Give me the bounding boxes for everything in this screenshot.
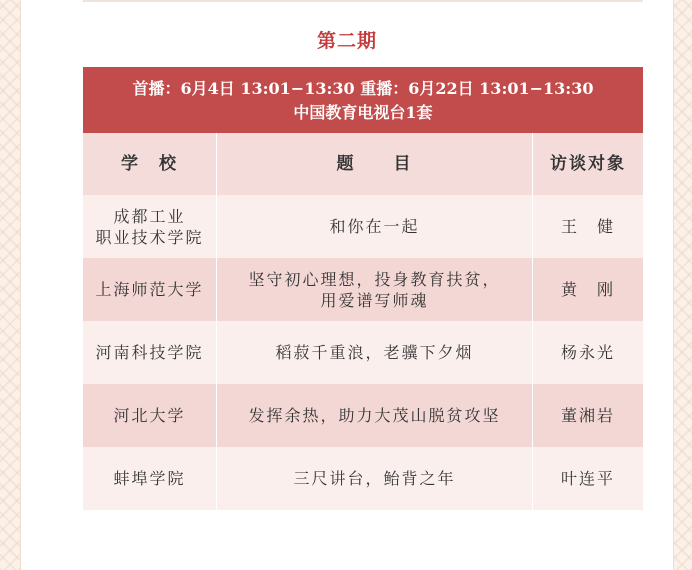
table-row xyxy=(83,195,643,258)
topic-cell xyxy=(217,384,533,447)
topic-line: 坚守初心理想，投身教育扶贫， xyxy=(248,269,501,289)
person-cell: 董湘岩 xyxy=(560,406,615,425)
column-header-school: 学 校 xyxy=(83,133,217,195)
issue-title: 第二期 xyxy=(316,30,377,52)
topic-line: 和你在一起 xyxy=(329,217,420,236)
school-cell xyxy=(83,384,217,447)
broadcast-time: 首播：6月4日 13:01−13:30 重播：6月22日 13:01−13:30 xyxy=(132,79,594,98)
topic-cell xyxy=(217,195,533,258)
topic-line: 用爱谱写师魂 xyxy=(320,290,429,310)
person-cell: 叶连平 xyxy=(560,469,615,488)
school-cell xyxy=(83,258,217,321)
topic-cell xyxy=(217,447,533,510)
school-cell xyxy=(83,447,217,510)
content-card xyxy=(20,0,674,570)
column-header-row xyxy=(83,133,643,195)
school-line: 职业技术学院 xyxy=(95,227,204,247)
column-header-person: 访谈对象 xyxy=(550,153,626,174)
school-line: 成都工业 xyxy=(113,206,186,226)
school-line: 蚌埠学院 xyxy=(113,469,186,488)
school-line: 河南科技学院 xyxy=(95,343,204,362)
topic-line: 发挥余热，助力大茂山脱贫攻坚 xyxy=(248,406,501,425)
schedule-table xyxy=(83,67,643,510)
topic-cell xyxy=(217,321,533,384)
column-header-topic: 题 目 xyxy=(217,133,533,195)
school-line: 上海师范大学 xyxy=(95,280,204,299)
table-row xyxy=(83,321,643,384)
left-decorative-border xyxy=(0,0,20,570)
person-cell: 王 健 xyxy=(560,217,615,236)
table-row xyxy=(83,258,643,321)
school-cell xyxy=(83,321,217,384)
table-row xyxy=(83,384,643,447)
broadcast-channel: 中国教育电视台1套 xyxy=(293,103,433,122)
school-line: 河北大学 xyxy=(113,406,186,425)
topic-cell xyxy=(217,258,533,321)
broadcast-header xyxy=(83,67,643,133)
person-cell: 杨永光 xyxy=(560,343,615,362)
school-cell xyxy=(83,195,217,258)
right-decorative-border xyxy=(672,0,692,570)
topic-line: 三尺讲台，鲐背之年 xyxy=(293,469,456,488)
table-row xyxy=(83,447,643,510)
top-divider xyxy=(83,0,643,2)
person-cell: 黄 刚 xyxy=(560,280,615,299)
topic-line: 稻菽千重浪，老骥下夕烟 xyxy=(275,343,474,362)
